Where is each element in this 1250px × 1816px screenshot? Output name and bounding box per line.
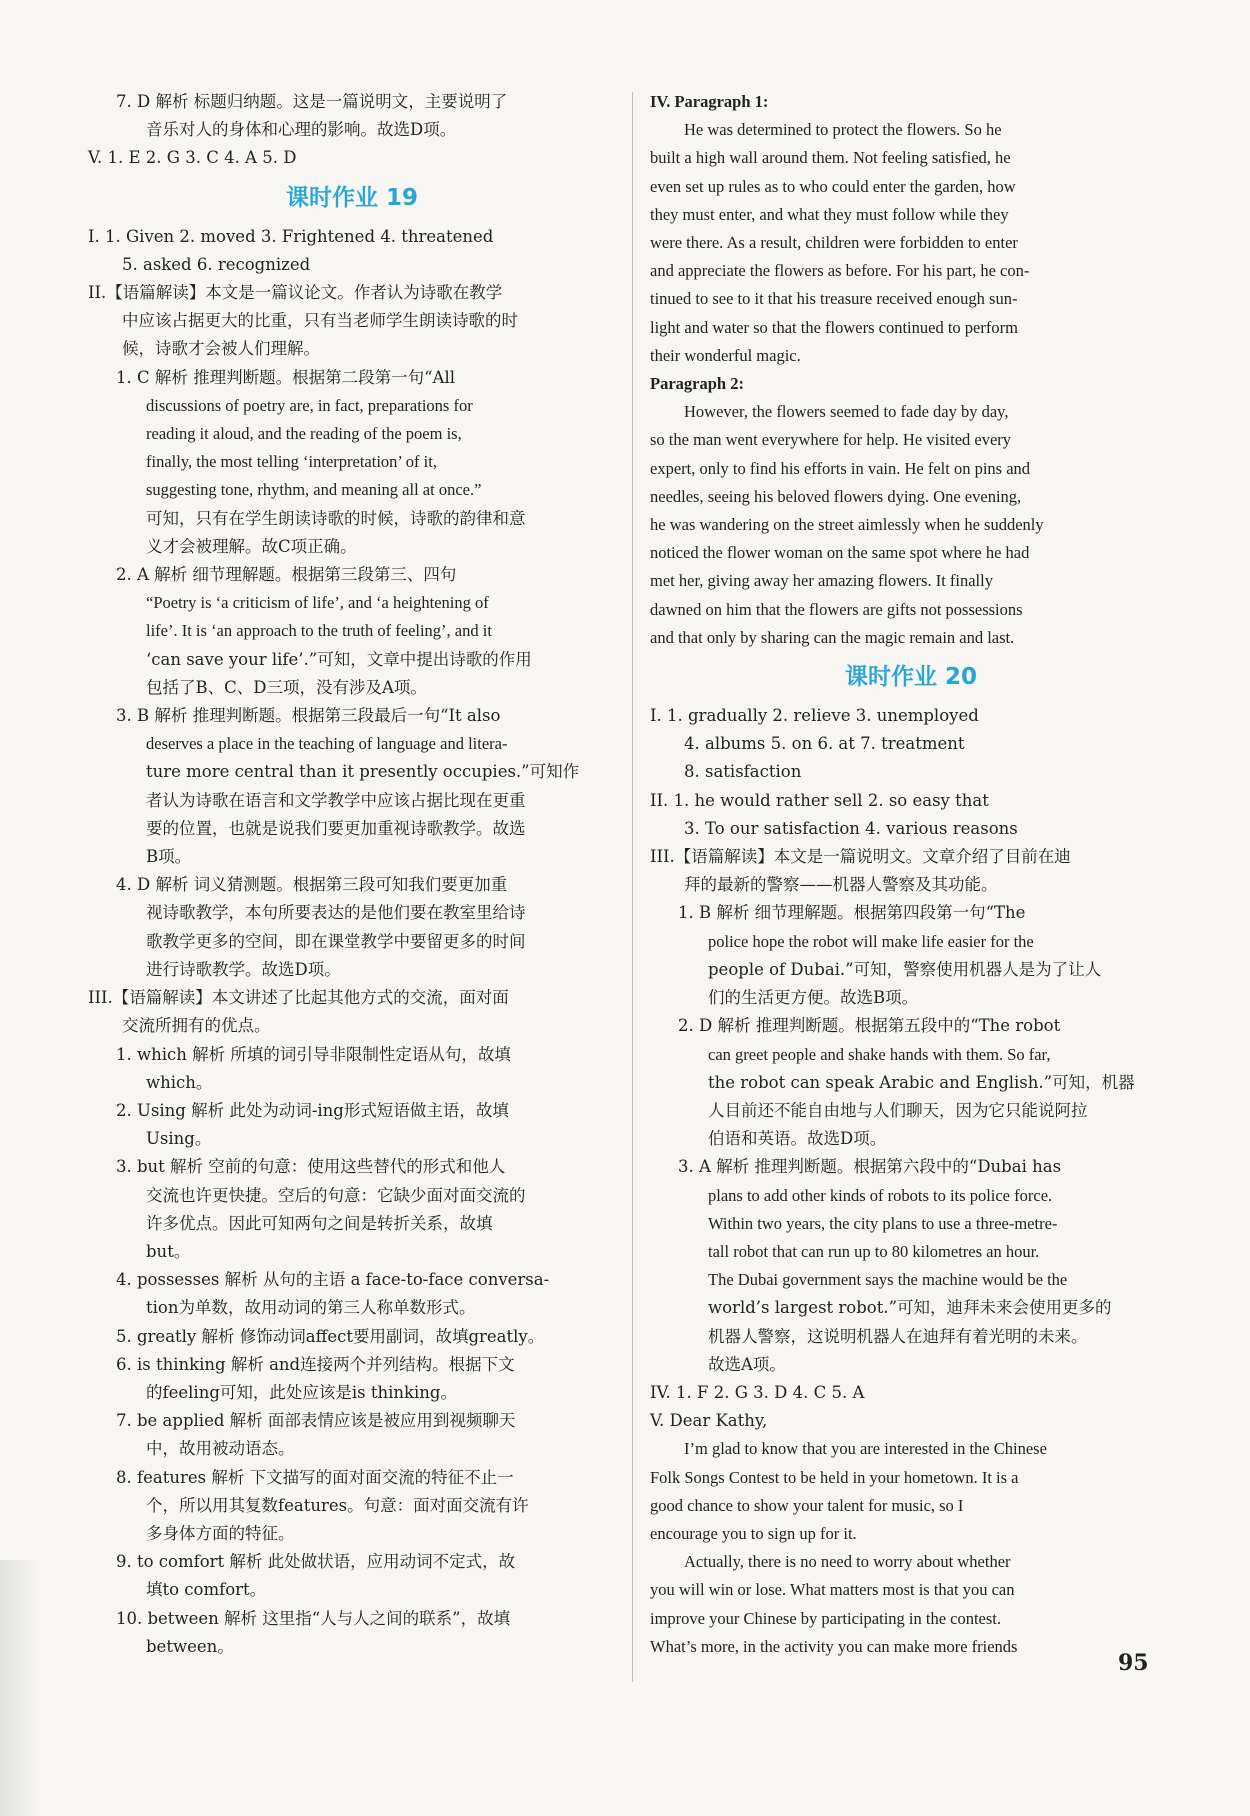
section-iv-answers: IV. 1. F 2. G 3. D 4. C 5. A [650, 1382, 865, 1402]
text-line: 机器人警察，这说明机器人在迪拜有着光明的未来。 [708, 1326, 1088, 1346]
text-line: 1. which 解析 所填的词引导非限制性定语从句，故填 [116, 1044, 511, 1064]
text-line: encourage you to sign up for it. [650, 1523, 857, 1543]
text-line: 3. but 解析 空前的句意：使用这些替代的形式和他人 [116, 1157, 506, 1177]
text-line: good chance to show your talent for music, so I [650, 1495, 964, 1515]
text-line: 中应该占据更大的比重，只有当老师学生朗读诗歌的时 [122, 311, 518, 331]
lesson-heading-20: 课时作业 20 [844, 664, 977, 691]
text-line: I. 1. Given 2. moved 3. Frightened 4. threatened [88, 226, 494, 246]
text-line: suggesting tone, rhythm, and meaning all at once.” [146, 480, 482, 500]
text-line: 的feeling可知，此处应该是is thinking。 [146, 1382, 457, 1402]
text-line: and that only by sharing can the magic remain and last. [650, 627, 1015, 647]
text-line: 4. possesses 解析 从句的主语 a face-to-face conversa- [116, 1270, 550, 1290]
text-line: 2. D 解析 推理判断题。根据第五段中的“The robot [678, 1016, 1061, 1036]
text-line: 1. B 解析 细节理解题。根据第四段第一句“The [678, 903, 1026, 923]
text-line: between。 [146, 1636, 234, 1656]
text-line: 可知，只有在学生朗读诗歌的时候，诗歌的韵律和意 [146, 508, 526, 528]
text-line: 10. between 解析 这里指“人与人之间的联系”，故填 [116, 1608, 511, 1628]
text-line: Within two years, the city plans to use a three-metre- [708, 1213, 1058, 1233]
text-line: tall robot that can run up to 80 kilometres an hour. [708, 1241, 1040, 1261]
text-line: built a high wall around them. Not feeling satisfied, he [650, 148, 1011, 168]
text-line: 3. To our satisfaction 4. various reasons [684, 818, 1018, 838]
text-line: 要的位置，也就是说我们要更加重视诗歌教学。故选 [146, 818, 526, 838]
text-line: 2. A 解析 细节理解题。根据第三段第三、四句 [116, 565, 457, 585]
text-line: Folk Songs Contest to be held in your hometown. It is a [650, 1467, 1019, 1487]
text-line: 视诗歌教学，本句所要表达的是他们要在教室里给诗 [146, 903, 526, 923]
text-line: expert, only to find his efforts in vain. He felt on pins and [650, 458, 1031, 478]
text-line: 3. B 解析 推理判断题。根据第三段最后一句“It also [116, 706, 501, 726]
text-line: light and water so that the flowers continued to perform [650, 317, 1018, 337]
text-line: 8. satisfaction [684, 762, 802, 782]
letter-greeting: V. Dear Kathy, [650, 1411, 768, 1431]
text-line: he was wandering on the street aimlessly when he suddenly [650, 515, 1044, 535]
text-line: police hope the robot will make life easier for the [708, 931, 1034, 951]
text-line: finally, the most telling ‘interpretation’ of it, [146, 452, 437, 472]
text-line: 5. greatly 解析 修饰动词affect要用副词，故填greatly。 [116, 1326, 545, 1346]
text-line: 中，故用被动语态。 [146, 1439, 295, 1459]
text-line: they must enter, and what they must follow while they [650, 204, 1009, 224]
text-line: He was determined to protect the flowers. So he [684, 120, 1002, 140]
text-line: were there. As a result, children were forbidden to enter [650, 233, 1018, 253]
text-line: 7. D 解析 标题归纳题。这是一篇说明文，主要说明了 [116, 92, 508, 111]
text-line: 故选A项。 [708, 1354, 786, 1374]
left-column [88, 88, 616, 1661]
column-divider [632, 92, 633, 1682]
text-line: 许多优点。因此可知两句之间是转折关系，故填 [146, 1213, 493, 1233]
text-line: 者认为诗歌在语言和文学教学中应该占据比现在更重 [146, 790, 526, 810]
text-line: even set up rules as to who could enter the garden, how [650, 176, 1016, 196]
page-edge-shadow [0, 1560, 40, 1816]
text-line: the robot can speak Arabic and English.”可知，机器 [708, 1072, 1135, 1092]
text-line: and appreciate the flowers as before. For his part, he con- [650, 261, 1030, 281]
text-line: tinued to see to it that his treasure received enough sun- [650, 289, 1018, 309]
text-line: 候，诗歌才会被人们理解。 [122, 339, 320, 359]
text-line: reading it aloud, and the reading of the poem is, [146, 424, 462, 444]
paragraph-2-heading: Paragraph 2: [650, 374, 744, 394]
text-line: II.【语篇解读】本文是一篇议论文。作者认为诗歌在教学 [88, 283, 503, 303]
text-line: 伯语和英语。故选D项。 [708, 1129, 887, 1149]
text-line: 3. A 解析 推理判断题。根据第六段中的“Dubai has [678, 1157, 1062, 1177]
lesson-heading-19: 课时作业 19 [285, 184, 418, 211]
text-line: 填to comfort。 [146, 1580, 267, 1600]
text-line: tion为单数，故用动词的第三人称单数形式。 [146, 1298, 476, 1318]
text-line: discussions of poetry are, in fact, preparations for [146, 395, 473, 415]
text-line: 7. be applied 解析 面部表情应该是被应用到视频聊天 [116, 1411, 516, 1431]
text-line: 交流所拥有的优点。 [122, 1016, 271, 1036]
text-line: I’m glad to know that you are interested in the Chinese [684, 1439, 1047, 1459]
text-line: III.【语篇解读】本文是一篇说明文。文章介绍了目前在迪 [650, 847, 1071, 867]
text-line: 1. C 解析 推理判断题。根据第二段第一句“All [116, 367, 456, 387]
text-line: but。 [146, 1241, 191, 1261]
text-line: 人目前还不能自由地与人们聊天，因为它只能说阿拉 [708, 1100, 1088, 1120]
text-line: met her, giving away her amazing flowers. It finally [650, 571, 993, 591]
text-line: B项。 [146, 847, 192, 867]
text-line: noticed the flower woman on the same spot where he had [650, 543, 1030, 563]
paragraph-1-heading: IV. Paragraph 1: [650, 92, 769, 111]
text-line: dawned on him that the flowers are gifts not possessions [650, 599, 1023, 619]
text-line: However, the flowers seemed to fade day by day, [684, 402, 1009, 422]
text-line: 多身体方面的特征。 [146, 1523, 295, 1543]
text-line: The Dubai government says the machine would be the [708, 1270, 1068, 1290]
text-line: needles, seeing his beloved flowers dying. One evening, [650, 486, 1022, 506]
text-line: 拜的最新的警察——机器人警察及其功能。 [684, 875, 998, 895]
text-line: Using。 [146, 1129, 212, 1149]
text-line: 5. asked 6. recognized [122, 254, 311, 274]
text-line: 音乐对人的身体和心理的影响。故选D项。 [146, 120, 457, 140]
text-line: improve your Chinese by participating in the contest. [650, 1608, 1002, 1628]
text-line: III.【语篇解读】本文讲述了比起其他方式的交流，面对面 [88, 988, 509, 1008]
page-number: 95 [1118, 1650, 1149, 1676]
text-line: which。 [146, 1072, 213, 1092]
text-line: 进行诗歌教学。故选D项。 [146, 959, 341, 979]
text-line: world’s largest robot.”可知，迪拜未来会使用更多的 [708, 1298, 1112, 1318]
text-line: 交流也许更快捷。空后的句意：它缺少面对面交流的 [146, 1185, 526, 1205]
text-line: 义才会被理解。故C项正确。 [146, 536, 357, 556]
text-line: I. 1. gradually 2. relieve 3. unemployed [650, 706, 979, 726]
text-line: ‘can save your life’.”可知，文章中提出诗歌的作用 [146, 649, 532, 669]
text-line: What’s more, in the activity you can make more friends [650, 1636, 1018, 1656]
text-line: their wonderful magic. [650, 345, 801, 365]
text-line: plans to add other kinds of robots to its police force. [708, 1185, 1053, 1205]
text-line: ture more central than it presently occupies.”可知作 [146, 762, 580, 782]
text-line: you will win or lose. What matters most is that you can [650, 1580, 1015, 1600]
section-v-answers: V. 1. E 2. G 3. C 4. A 5. D [88, 148, 297, 168]
text-line: so the man went everywhere for help. He visited every [650, 430, 1012, 450]
text-line: 9. to comfort 解析 此处做状语，应用动词不定式，故 [116, 1552, 516, 1572]
text-line: 们的生活更方便。故选B项。 [708, 988, 919, 1008]
text-line: deserves a place in the teaching of language and litera- [146, 734, 508, 754]
text-line: 6. is thinking 解析 and连接两个并列结构。根据下文 [116, 1354, 515, 1374]
text-line: 2. Using 解析 此处为动词-ing形式短语做主语，故填 [116, 1100, 509, 1120]
text-line: II. 1. he would rather sell 2. so easy that [650, 790, 989, 810]
text-line: 4. albums 5. on 6. at 7. treatment [684, 734, 965, 754]
text-line: 4. D 解析 词义猜测题。根据第三段可知我们要更加重 [116, 875, 508, 895]
text-line: 8. features 解析 下文描写的面对面交流的特征不止一 [116, 1467, 514, 1487]
text-line: life’. It is ‘an approach to the truth of feeling’, and it [146, 621, 492, 641]
text-line: 个，所以用其复数features。句意：面对面交流有许 [146, 1495, 529, 1515]
right-column [650, 88, 1172, 1661]
text-line: can greet people and shake hands with them. So far, [708, 1044, 1051, 1064]
text-line: “Poetry is ‘a criticism of life’, and ‘a heightening of [146, 593, 489, 613]
text-line: Actually, there is no need to worry about whether [684, 1552, 1011, 1572]
text-line: people of Dubai.”可知，警察使用机器人是为了让人 [708, 959, 1102, 979]
text-line: 包括了B、C、D三项，没有涉及A项。 [146, 677, 427, 697]
text-line: 歌教学更多的空间，即在课堂教学中要留更多的时间 [146, 931, 526, 951]
